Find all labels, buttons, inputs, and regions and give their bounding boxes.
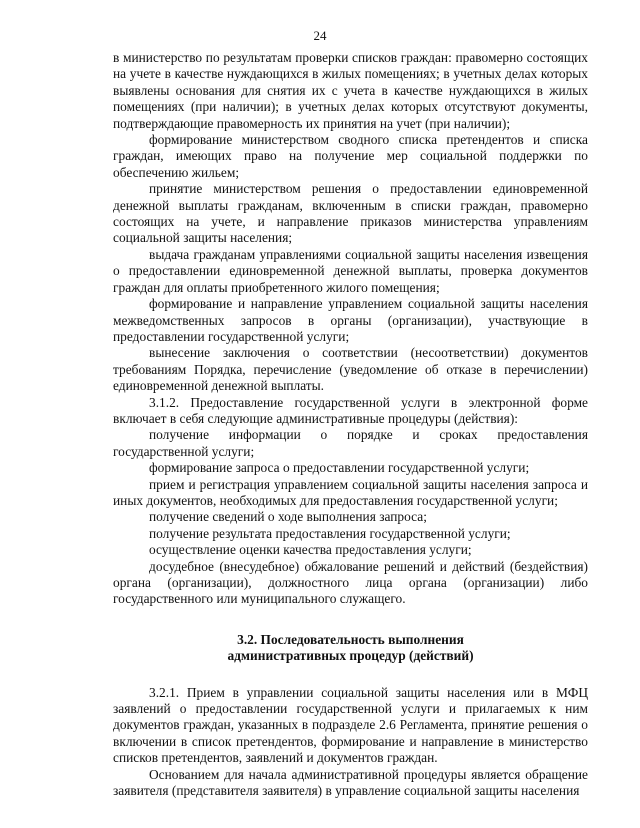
paragraph: принятие министерством решения о предоставлении единовременной денежной выплаты гражданам, включенным в списки граждан, правомерно состоящих на учете, и направление приказов министерства управлениям социальной защиты населения;: [113, 181, 588, 246]
paragraph: получение результата предоставления государственной услуги;: [149, 525, 511, 541]
paragraph: Основанием для начала административной процедуры является обращение заявителя (представителя заявителя) в управление социальной защиты населения: [113, 766, 588, 799]
paragraph: 3.1.2. Предоставление государственной услуги в электронной форме включает в себя следующие административные процедуры (действия):: [113, 394, 588, 426]
page-number: 24: [313, 28, 327, 43]
paragraph: досудебное (внесудебное) обжалование решений и действий (бездействия) органа (организации), должностного лица органа (организации) либо государственного или муниципального служащего.: [113, 558, 588, 607]
paragraph: осуществление оценки качества предоставления услуги;: [149, 542, 472, 558]
paragraph: выдача гражданам управлениями социальной защиты населения извещения о предоставлении единовременной денежной выплаты, проверка документов граждан для оплаты приобретенного жилого помещения;: [113, 246, 588, 295]
paragraph: формирование и направление управлением социальной защиты населения межведомственных запросов в органы (организации), участвующие в предоставлении государственной услуги;: [113, 296, 588, 344]
paragraph: формирование министерством сводного списка претендентов и списка граждан, имеющих право на получение мер социальной поддержки по обеспечению жильем;: [113, 132, 588, 180]
paragraph: вынесение заключения о соответствии (несоответствии) документов требованиям Порядка, перечисление (уведомление об отказе в перечислении) единовременной денежной выплаты.: [113, 345, 588, 394]
paragraph: прием и регистрация управлением социальной защиты населения запроса и иных документов, необходимых для предоставления государственной услуги;: [113, 476, 588, 508]
section-heading: [113, 632, 588, 665]
paragraph: формирование запроса о предоставлении государственной услуги;: [149, 460, 530, 476]
section-heading-line: административных процедур (действий): [227, 648, 474, 664]
paragraph: получение сведений о ходе выполнения запроса;: [149, 509, 427, 525]
document-body: [113, 50, 588, 799]
paragraph: в министерство по результатам проверки списков граждан: правомерно состоящих на учете в качестве нуждающихся в жилых помещениях; в учетных делах которых выявлены основания для снятия их с учета в качестве нуждающихся в жилых помещениях (при наличии); в учетных делах которых отсутствуют документы, подтверждающие правомерность их принятия на учет (при наличии);: [113, 50, 588, 131]
section-heading-line: 3.2. Последовательность выполнения: [237, 631, 464, 647]
paragraph: получение информации о порядке и сроках предоставления государственной услуги;: [113, 427, 588, 459]
paragraph: 3.2.1. Прием в управлении социальной защиты населения или в МФЦ заявлений о предоставлении государственной услуги и прилагаемых к ним документов граждан, указанных в подразделе 2.6 Регламента, принятие решения о включении в список претендентов, формирование и направление в министерство списков претендентов, заявлений и документов граждан.: [113, 684, 588, 766]
